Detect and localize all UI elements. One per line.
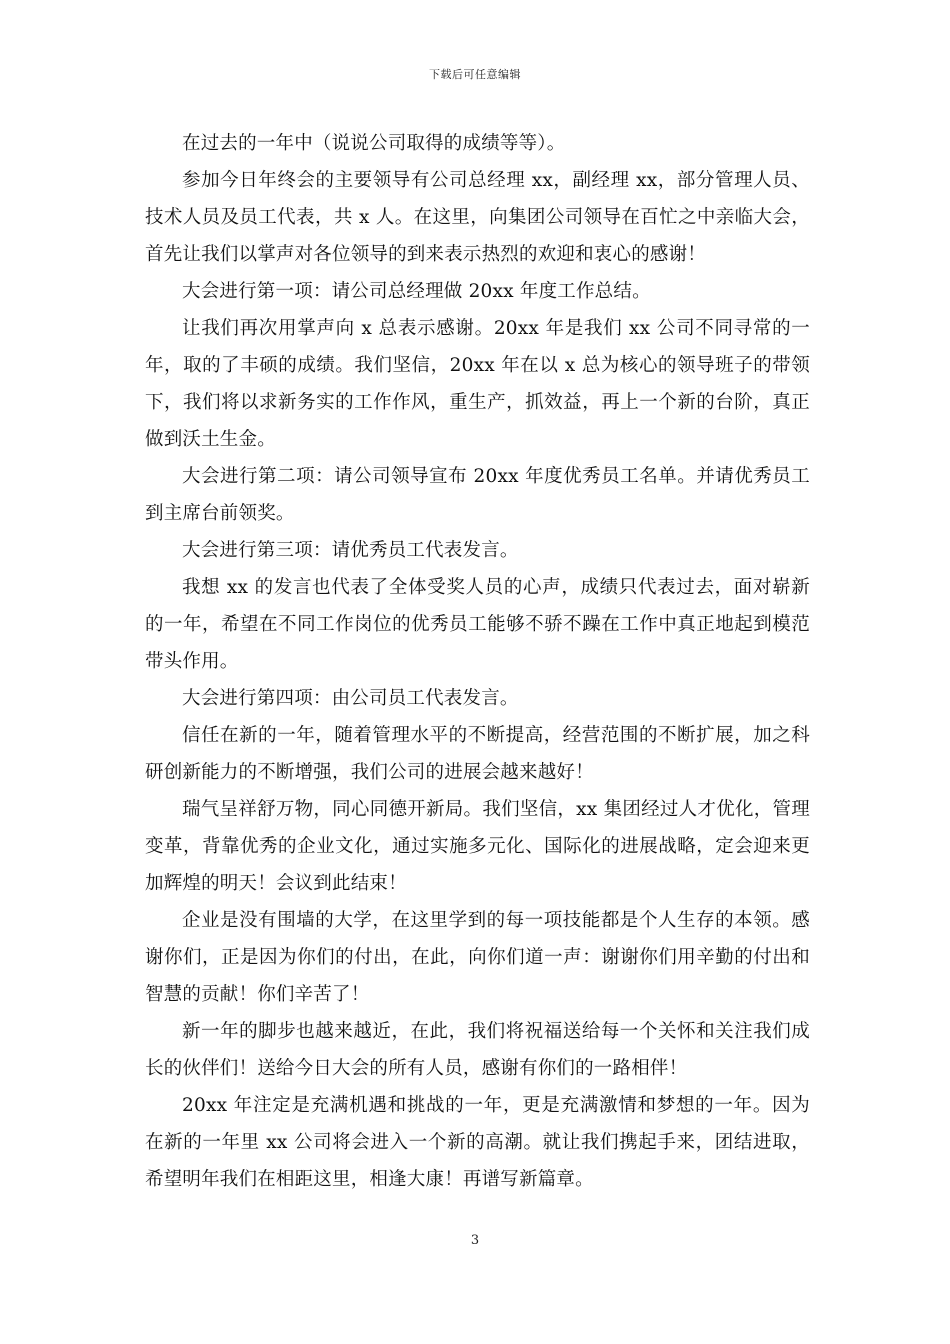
paragraph: 在过去的一年中（说说公司取得的成绩等等）。 — [182, 133, 566, 154]
paragraph: 我想 xx 的发言也代表了全体受奖人员的心声，成绩只代表过去，面对崭新的一年，希望在不同工作岗位的优秀员工能够不骄不躁在工作中真正地起到模范带头作用。 — [145, 577, 810, 672]
paragraph: 大会进行第四项：由公司员工代表发言。 — [182, 688, 519, 709]
paragraph: 企业是没有围墙的大学，在这里学到的每一项技能都是个人生存的本领。感谢你们，正是因为你们的付出，在此，向你们道一声：谢谢你们用辛勤的付出和智慧的贡献！你们辛苦了！ — [145, 910, 810, 1005]
paragraph: 20xx 年注定是充满机遇和挑战的一年，更是充满激情和梦想的一年。因为在新的一年里 xx 公司将会进入一个新的高潮。就让我们携起手来，团结进取，希望明年我们在相距这里，相逢大康！再谱写新篇章。 — [145, 1095, 810, 1190]
paragraph: 让我们再次用掌声向 x 总表示感谢。20xx 年是我们 xx 公司不同寻常的一年，取的了丰硕的成绩。我们坚信，20xx 年在以 x 总为核心的领导班子的带领下，我们将以求新务实的工作作风，重生产，抓效益，再上一个新的台阶，真正做到沃土生金。 — [145, 318, 810, 450]
paragraph: 大会进行第三项：请优秀员工代表发言。 — [182, 540, 519, 561]
page-number: 3 — [470, 1233, 480, 1248]
paragraph: 大会进行第二项：请公司领导宣布 20xx 年度优秀员工名单。并请优秀员工到主席台前领奖。 — [145, 466, 810, 524]
paragraph: 新一年的脚步也越来越近，在此，我们将祝福送给每一个关怀和关注我们成长的伙伴们！送给今日大会的所有人员，感谢有你们的一路相伴！ — [145, 1021, 810, 1079]
paragraph: 参加今日年终会的主要领导有公司总经理 xx，副经理 xx，部分管理人员、技术人员及员工代表，共 x 人。在这里，向集团公司领导在百忙之中亲临大会，首先让我们以掌声对各位领导的到来表示热烈的欢迎和衷心的感谢！ — [145, 170, 810, 265]
document-body — [145, 125, 810, 1198]
paragraph: 大会进行第一项：请公司总经理做 20xx 年度工作总结。 — [182, 281, 651, 302]
page-header: 下载后可任意编辑 — [429, 68, 521, 81]
paragraph: 信任在新的一年，随着管理水平的不断提高，经营范围的不断扩展，加之科研创新能力的不断增强，我们公司的进展会越来越好！ — [145, 725, 810, 783]
paragraph: 瑞气呈祥舒万物，同心同德开新局。我们坚信，xx 集团经过人才优化，管理变革，背靠优秀的企业文化，通过实施多元化、国际化的进展战略，定会迎来更加辉煌的明天！会议到此结束！ — [145, 799, 810, 894]
